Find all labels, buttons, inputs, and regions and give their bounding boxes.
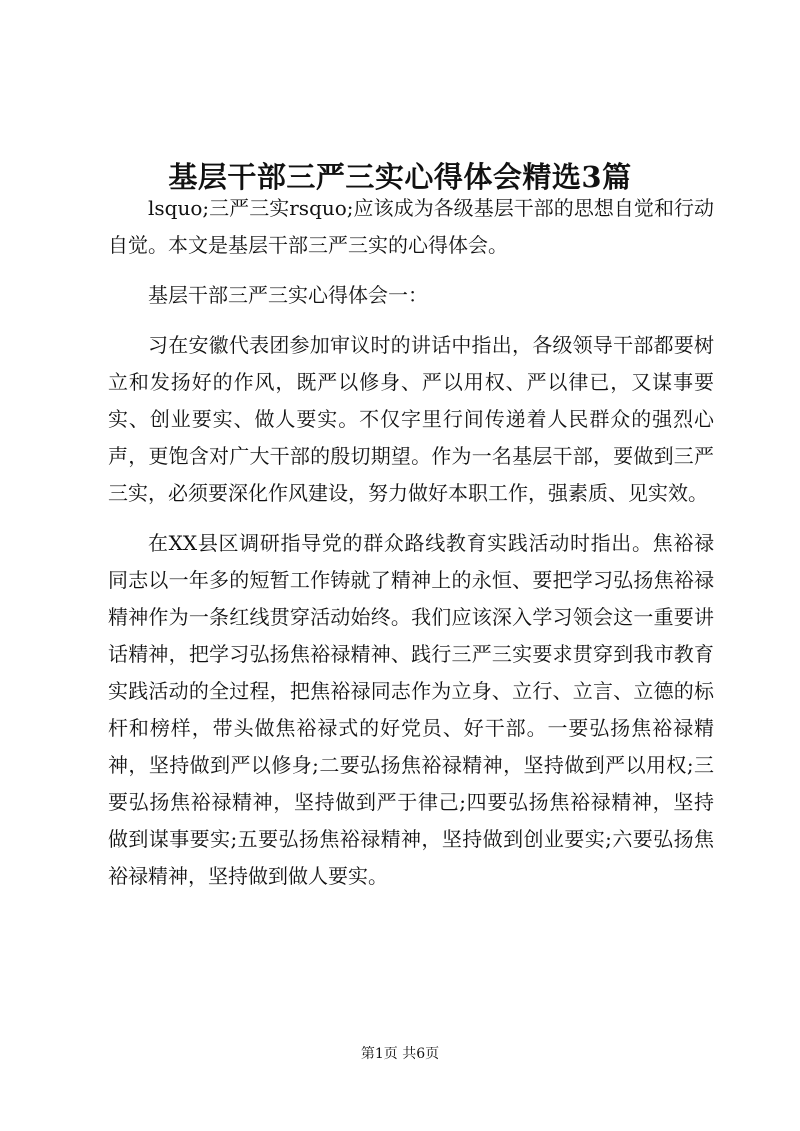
paragraph-body-2: 在XX县区调研指导党的群众路线教育实践活动时指出。焦裕禄同志以一年多的短暂工作铸就了精神上的永恒、要把学习弘扬焦裕禄精神作为一条红线贯穿活动始终。我们应该深入学习领会这一重要讲话精神，把学习弘扬焦裕禄精神、践行三严三实要求贯穿到我市教育实践活动的全过程，把焦裕禄同志作为立身、立行、立言、立德的标杆和榜样，带头做焦裕禄式的好党员、好干部。一要弘扬焦裕禄精神，坚持做到严以修身;二要弘扬焦裕禄精神，坚持做到严以用权;三要弘扬焦裕禄精神，坚持做到严于律己;四要弘扬焦裕禄精神，坚持做到谋事要实;五要弘扬焦裕禄精神，坚持做到创业要实;六要弘扬焦裕禄精神，坚持做到做人要实。	[108, 531, 714, 888]
document-body	[108, 190, 714, 908]
page-title: 基层干部三严三实心得体会精选3篇	[168, 160, 632, 195]
paragraph-section-heading: 基层干部三严三实心得体会一：	[148, 283, 428, 307]
page-footer: 第1页 共6页	[360, 1046, 440, 1062]
paragraph-body-1: 习在安徽代表团参加审议时的讲话中指出，各级领导干部都要树立和发扬好的作风，既严以修身、严以用权、严以律已，又谋事要实、创业要实、做人要实。不仅字里行间传递着人民群众的强烈心声，更饱含对广大干部的殷切期望。作为一名基层干部，要做到三严三实，必须要深化作风建设，努力做好本职工作，强素质、见实效。	[108, 333, 714, 505]
paragraph-intro: lsquo;三严三实rsquo;应该成为各级基层干部的思想自觉和行动自觉。本文是基层干部三严三实的心得体会。	[108, 196, 714, 257]
